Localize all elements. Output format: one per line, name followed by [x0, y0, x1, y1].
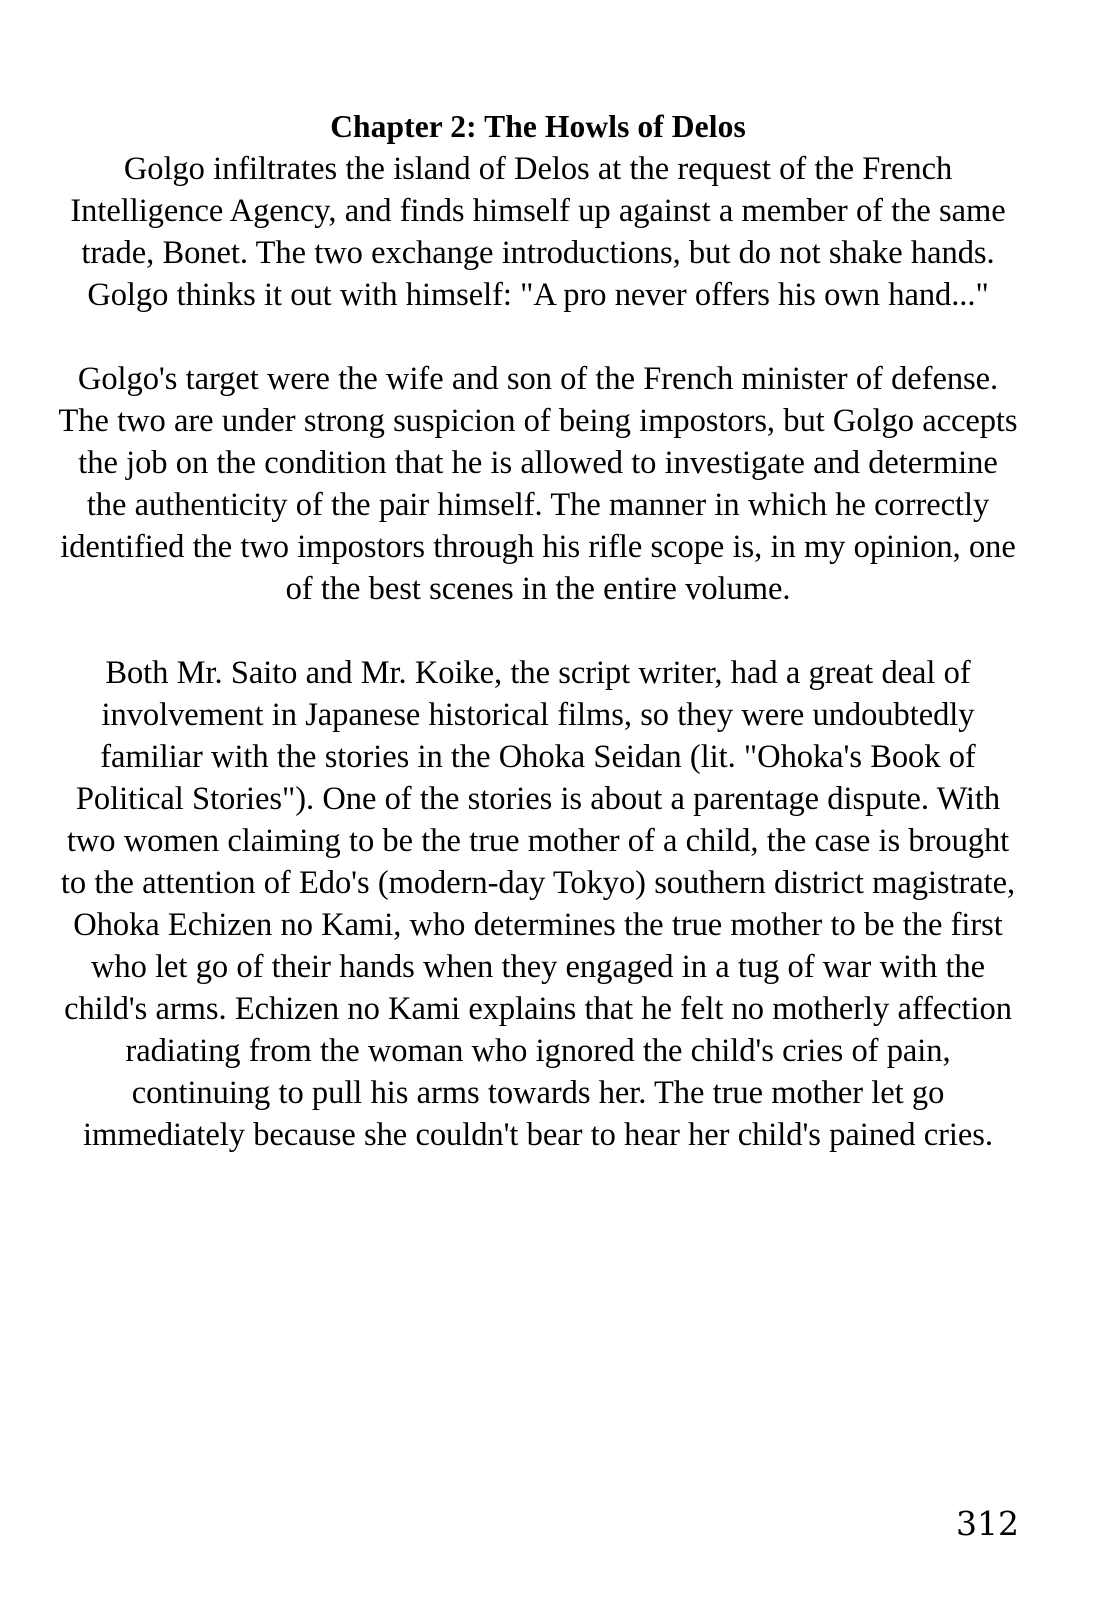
paragraph-3: Both Mr. Saito and Mr. Koike, the script writer, had a great deal of involvement in Japanese historical films, so they were undoubtedly familiar with the stories in the Ohoka Seidan (lit. "Ohoka's Book of Political Stories"). One of the stories is about a parentage dispute. With two women claiming to be the true mother of a child, the case is brought to the attention of Edo's (modern-day Tokyo) southern district magistrate, Ohoka Echizen no Kami, who determines the true mother to be the first who let go of their hands when they engaged in a tug of war with the child's arms. Echizen no Kami explains that he felt no motherly affection radiating from the woman who ignored the child's cries of pain, continuing to pull his arms towards her. The true mother let go immediately because she couldn't bear to hear her child's pained cries.	[60, 655, 1016, 1153]
page-number: 312	[956, 1504, 1019, 1543]
paragraph-1: Golgo infiltrates the island of Delos at the request of the French Intelligence Agency, and finds himself up against a member of the same trade, Bonet. The two exchange introductions, but do not shake hands. Golgo thinks it out with himself: "A pro never offers his own hand..."	[70, 151, 1006, 313]
paragraph-2: Golgo's target were the wife and son of the French minister of defense. The two are under strong suspicion of being impostors, but Golgo accepts the job on the condition that he is allowed to investigate and determine the authenticity of the pair himself. The manner in which he correctly identified the two impostors through his rifle scope is, in my opinion, one of the best scenes in the entire volume.	[58, 361, 1018, 607]
page-text-block	[55, 106, 1021, 1156]
paragraph-spacer	[55, 316, 1021, 358]
paragraph-spacer	[55, 610, 1021, 652]
chapter-title: Chapter 2: The Howls of Delos	[330, 109, 746, 144]
